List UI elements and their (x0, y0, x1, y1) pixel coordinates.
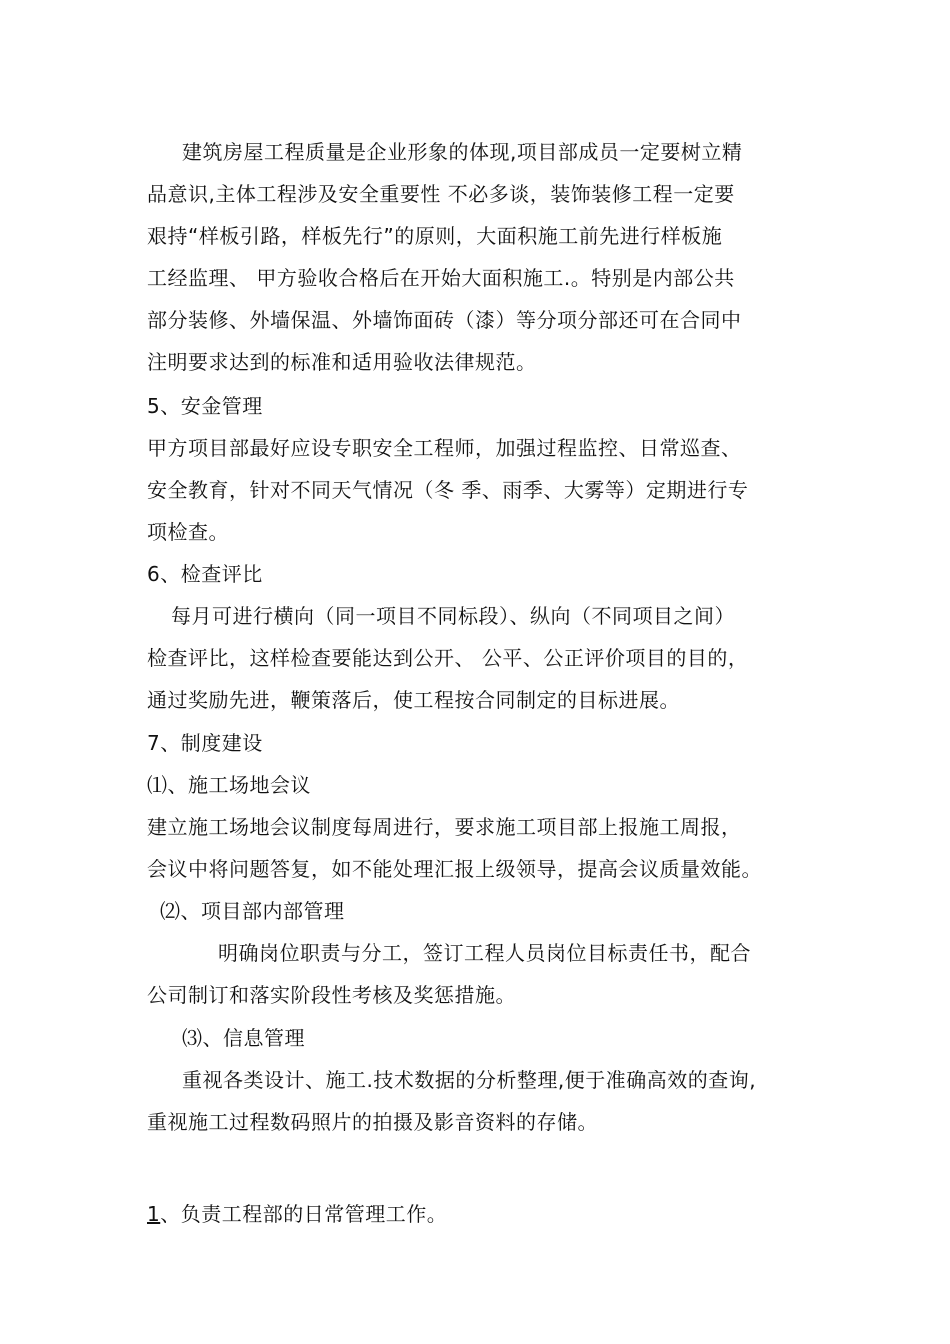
paragraph-line: 通过奖励先进，鞭策落后，使工程按合同制定的目标进展。 (147, 688, 680, 712)
numbered-item (147, 1200, 447, 1228)
subsection-heading: ⑵、项目部内部管理 (160, 899, 345, 923)
section-heading: 5、安金管理 (147, 394, 263, 418)
paragraph-line: 公司制订和落实阶段性考核及奖惩措施。 (147, 983, 516, 1007)
paragraph-line: 甲方项目部最好应设专职安全工程师，加强过程监控、日常巡查、 (147, 436, 742, 460)
paragraph-line: 检查评比，这样检查要能达到公开、 公平、公正评价项目的目的， (147, 646, 749, 670)
paragraph-line: 每月可进行横向（同一项目不同标段）、纵向（不同项目之间） (171, 604, 735, 628)
paragraph-line: 会议中将问题答复，如不能处理汇报上级领导，提高会议质量效能。 (147, 857, 762, 881)
paragraph-line: 注明要求达到的标准和适用验收法律规范。 (147, 350, 537, 374)
paragraph-line: 项检查。 (147, 520, 229, 544)
paragraph-line: 建立施工场地会议制度每周进行，要求施工项目部上报施工周报， (147, 815, 742, 839)
paragraph-line: 部分装修、外墙保温、外墙饰面砖（漆）等分项分部还可在合同中 (147, 308, 742, 332)
paragraph-line: 安全教育，针对不同天气情况（冬 季、雨季、大雾等）定期进行专 (147, 478, 749, 502)
paragraph-line: 品意识,主体工程涉及安全重要性 不必多谈，装饰装修工程一定要 (147, 182, 735, 206)
subsection-heading: ⑴、施工场地会议 (147, 773, 311, 797)
subsection-heading: ⑶、信息管理 (182, 1026, 305, 1050)
section-heading: 7、制度建设 (147, 731, 263, 755)
paragraph-line: 建筑房屋工程质量是企业形象的体现,项目部成员一定要树立精 (182, 140, 743, 164)
paragraph-line: 艰持“样板引路，样板先行”的原则，大面积施工前先进行样板施 (147, 224, 723, 248)
paragraph-line: 明确岗位职责与分工，签订工程人员岗位目标责任书，配合 (218, 941, 751, 965)
item-text: 、负责工程部的日常管理工作。 (160, 1202, 448, 1226)
paragraph-line: 重视施工过程数码照片的拍摄及影音资料的存储。 (147, 1110, 598, 1134)
paragraph-line: 工经监理、 甲方验收合格后在开始大面积施工.。特别是内部公共 (147, 266, 735, 290)
section-heading: 6、检查评比 (147, 562, 263, 586)
item-number: 1 (147, 1202, 161, 1226)
paragraph-line: 重视各类设计、施工.技术数据的分析整理,便于准确高效的查询, (182, 1068, 757, 1092)
